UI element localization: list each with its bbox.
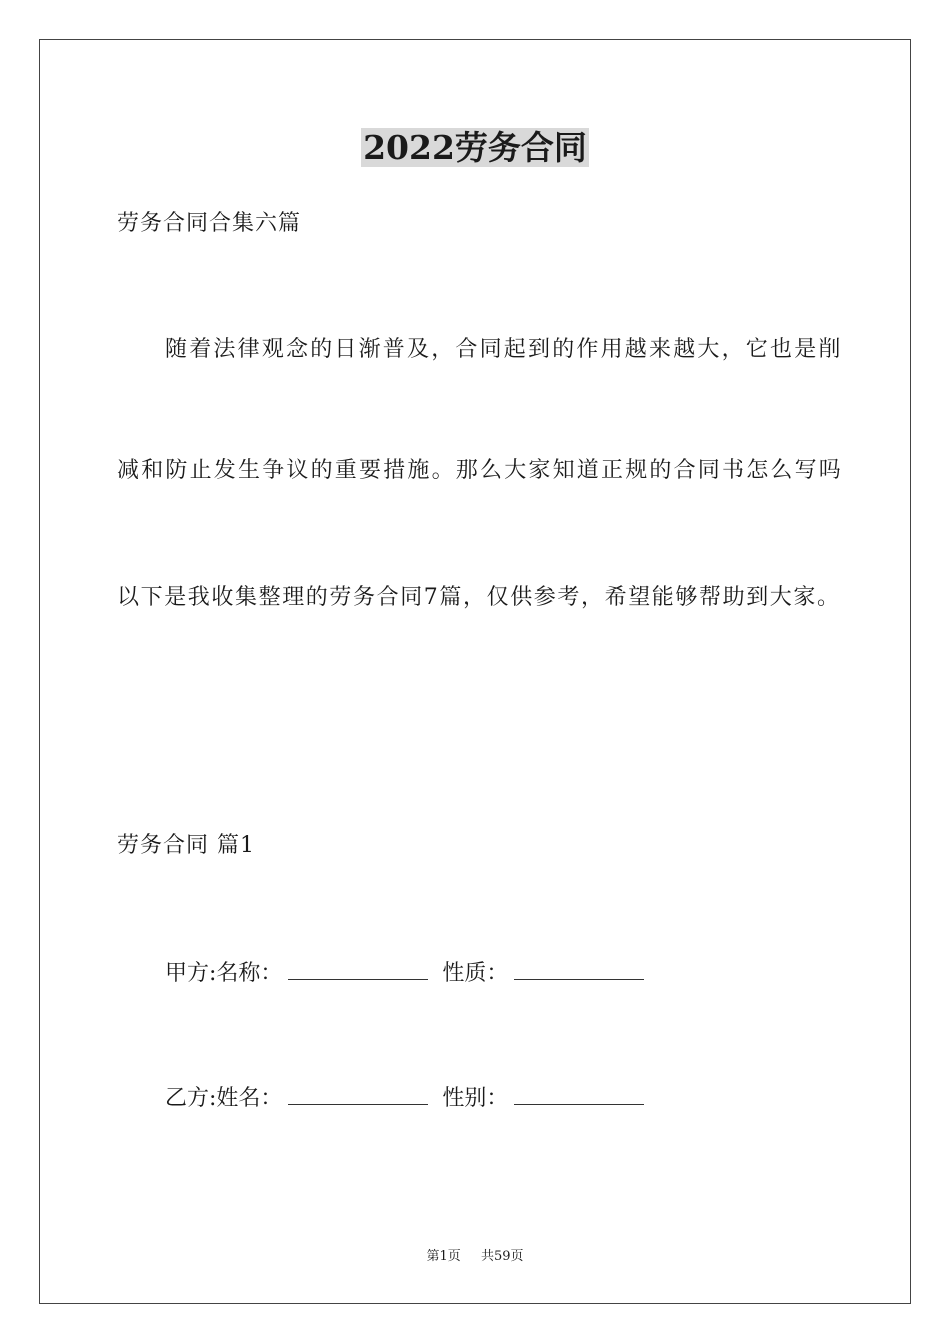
page-footer [0, 1248, 950, 1266]
document-subtitle: 劳务合同合集六篇 [117, 211, 302, 236]
page-number-current: 第1页 [426, 1249, 461, 1264]
party-a-nature-blank[interactable] [514, 957, 644, 980]
party-a-name-blank[interactable] [288, 957, 428, 980]
party-a-nature-label: 性质： [442, 961, 509, 986]
paragraph-line-1: 随着法律观念的日渐普及，合同起到的作用越来越大，它也是削 [165, 337, 843, 362]
party-b-gender-label: 性别： [442, 1086, 509, 1111]
document-title-text: 2022劳务合同 [363, 128, 587, 167]
party-b-gender-blank[interactable] [514, 1082, 644, 1105]
page-number-total: 共59页 [480, 1249, 524, 1264]
paragraph-line-3: 以下是我收集整理的劳务合同7篇，仅供参考，希望能够帮助到大家。 [117, 585, 841, 610]
section-heading: 劳务合同 篇1 [117, 833, 255, 858]
party-a-label: 甲方:名称： [165, 961, 283, 986]
party-b-label: 乙方:姓名： [165, 1086, 283, 1111]
document-title [0, 128, 950, 168]
party-b-row [165, 1082, 644, 1114]
party-a-row [165, 957, 644, 989]
party-b-name-blank[interactable] [288, 1082, 428, 1105]
paragraph-line-2: 减和防止发生争议的重要措施。那么大家知道正规的合同书怎么写吗 [117, 458, 844, 483]
